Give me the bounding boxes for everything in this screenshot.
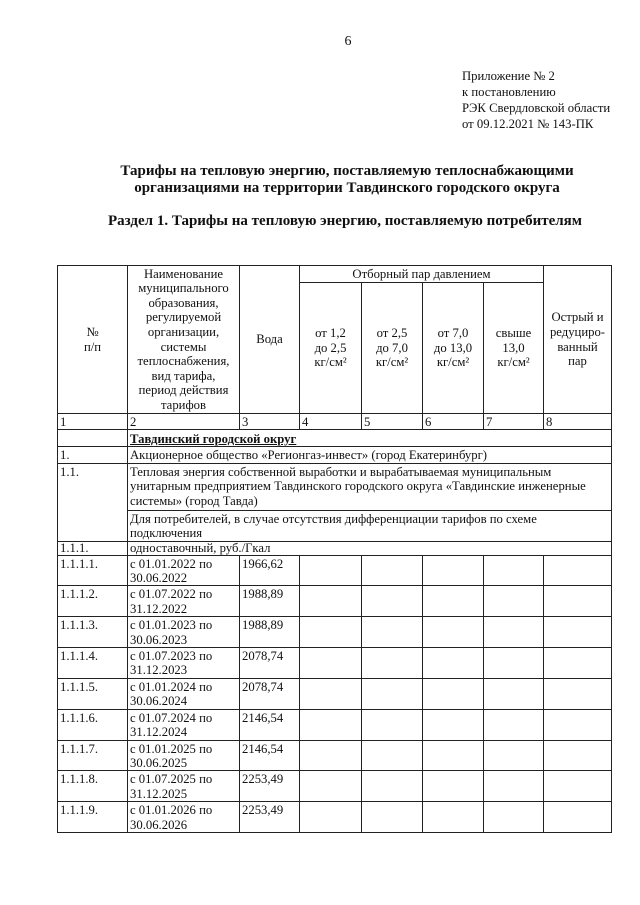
tariff-period-row [58, 648, 612, 679]
header-line: вид тарифа, [151, 368, 216, 383]
header-line: редуциро- [549, 324, 606, 339]
tariff-period-row [58, 678, 612, 709]
tariff-period-row [58, 617, 612, 648]
consumers-row [58, 510, 612, 541]
row-number: 1. [58, 447, 128, 463]
period-dates: с 01.07.2024 по 31.12.2024 [128, 709, 240, 740]
steam-tariff-cell [362, 678, 423, 709]
water-tariff-value: 2146,54 [240, 709, 300, 740]
steam-tariff-cell [300, 617, 362, 648]
header-line: кг/см² [375, 355, 409, 370]
header-line: от 7,0 [437, 326, 469, 341]
header-steam-4-column [484, 283, 544, 414]
water-tariff-value: 2078,74 [240, 648, 300, 679]
sharp-steam-tariff-cell [544, 678, 612, 709]
page-number: 6 [344, 34, 352, 49]
tariff-period-row [58, 771, 612, 802]
steam-tariff-cell [484, 802, 544, 833]
region-name: Тавдинский городской округ [130, 431, 297, 446]
column-number: 3 [240, 414, 300, 430]
header-steam-3-column [423, 283, 484, 414]
steam-tariff-cell [423, 555, 484, 586]
steam-tariff-cell [484, 586, 544, 617]
tariff-period-row [58, 555, 612, 586]
header-line: системы [160, 339, 207, 354]
header-line: свыше [495, 326, 532, 341]
steam-tariff-cell [362, 709, 423, 740]
tariff-period-row [58, 740, 612, 771]
header-line: 13,0 [502, 340, 525, 355]
appendix-line: РЭК Свердловской области [462, 101, 611, 115]
column-number: 1 [58, 414, 128, 430]
header-line: организации, [147, 324, 220, 339]
period-dates: с 01.07.2022 по 31.12.2022 [128, 586, 240, 617]
column-number: 4 [300, 414, 362, 430]
title-line: Тарифы на тепловую энергию, поставляемую теплоснабжающими [120, 163, 574, 179]
steam-tariff-cell [423, 709, 484, 740]
period-dates: с 01.01.2022 по 30.06.2022 [128, 555, 240, 586]
header-line: № [86, 324, 99, 339]
period-dates: с 01.01.2025 по 30.06.2025 [128, 740, 240, 771]
header-steam-group: Отборный пар давлением [300, 266, 544, 283]
header-line: регулируемой [145, 310, 222, 325]
heat-system-name: Тепловая энергия собственной выработки и вырабатываемая муниципальным унитарным предприятием Тавдинского городского округа «Тавдинские инженерные системы» (город Тавда) [128, 463, 612, 510]
header-line: до 13,0 [433, 340, 473, 355]
steam-tariff-cell [300, 555, 362, 586]
header-number-column [58, 266, 128, 414]
header-line: муниципального [138, 281, 229, 296]
header-line: кг/см² [436, 355, 470, 370]
steam-tariff-cell [423, 648, 484, 679]
header-steam-1-column [300, 283, 362, 414]
organization-row [58, 447, 612, 463]
period-dates: с 01.07.2023 по 31.12.2023 [128, 648, 240, 679]
header-row [58, 266, 612, 283]
water-tariff-value: 2253,49 [240, 771, 300, 802]
period-dates: с 01.01.2026 по 30.06.2026 [128, 802, 240, 833]
steam-tariff-cell [362, 771, 423, 802]
sharp-steam-tariff-cell [544, 802, 612, 833]
period-number: 1.1.1.4. [58, 648, 128, 679]
heat-system-row [58, 463, 612, 510]
header-line: п/п [83, 339, 102, 354]
steam-tariff-cell [362, 802, 423, 833]
water-tariff-value: 1966,62 [240, 555, 300, 586]
steam-tariff-cell [362, 586, 423, 617]
steam-tariff-cell [300, 648, 362, 679]
steam-tariff-cell [423, 586, 484, 617]
sharp-steam-tariff-cell [544, 555, 612, 586]
sharp-steam-tariff-cell [544, 648, 612, 679]
section-heading: Раздел 1. Тарифы на тепловую энергию, поставляемую потребителям [107, 213, 583, 229]
header-line: от 2,5 [376, 326, 408, 341]
period-number: 1.1.1.8. [58, 771, 128, 802]
steam-tariff-cell [423, 802, 484, 833]
steam-tariff-cell [484, 771, 544, 802]
header-water-column: Вода [240, 266, 300, 414]
steam-tariff-cell [362, 617, 423, 648]
column-number-row [58, 414, 612, 430]
steam-tariff-cell [362, 740, 423, 771]
column-number: 8 [544, 414, 612, 430]
water-tariff-value: 2078,74 [240, 678, 300, 709]
consumers-description: Для потребителей, в случае отсутствия дифференциации тарифов по схеме подключения [128, 510, 612, 541]
organization-name: Акционерное общество «Регионгаз-инвест» (город Екатеринбург) [128, 447, 612, 463]
header-line: период действия [138, 383, 229, 398]
period-dates: с 01.01.2024 по 30.06.2024 [128, 678, 240, 709]
header-line: кг/см² [314, 355, 347, 370]
tariff-type-row [58, 541, 612, 555]
steam-tariff-cell [300, 802, 362, 833]
steam-tariff-cell [484, 555, 544, 586]
steam-tariff-cell [362, 648, 423, 679]
header-line: тарифов [160, 397, 207, 412]
steam-tariff-cell [423, 617, 484, 648]
column-number: 2 [128, 414, 240, 430]
header-sharp-steam-column [544, 266, 612, 414]
header-line: Наименование [143, 266, 224, 281]
sharp-steam-tariff-cell [544, 617, 612, 648]
period-number: 1.1.1.3. [58, 617, 128, 648]
steam-tariff-cell [423, 740, 484, 771]
sharp-steam-tariff-cell [544, 771, 612, 802]
header-line: ванный [557, 339, 598, 354]
steam-tariff-cell [484, 740, 544, 771]
water-tariff-value: 1988,89 [240, 617, 300, 648]
column-number: 6 [423, 414, 484, 430]
tariff-period-row [58, 802, 612, 833]
appendix-reference [462, 68, 610, 132]
steam-tariff-cell [484, 709, 544, 740]
steam-tariff-cell [484, 648, 544, 679]
period-dates: с 01.07.2025 по 31.12.2025 [128, 771, 240, 802]
period-number: 1.1.1.6. [58, 709, 128, 740]
period-number: 1.1.1.2. [58, 586, 128, 617]
water-tariff-value: 2253,49 [240, 802, 300, 833]
header-line: пар [568, 354, 587, 369]
period-number: 1.1.1.5. [58, 678, 128, 709]
steam-tariff-cell [300, 771, 362, 802]
header-line: до 7,0 [376, 340, 408, 355]
row-number: 1.1. [58, 463, 128, 541]
header-name-column [128, 266, 240, 414]
header-line: до 2,5 [314, 340, 347, 355]
tariff-period-row [58, 709, 612, 740]
steam-tariff-cell [484, 617, 544, 648]
empty-cell [58, 430, 128, 447]
header-steam-2-column [362, 283, 423, 414]
appendix-line: к постановлению [462, 85, 556, 99]
sharp-steam-tariff-cell [544, 586, 612, 617]
column-number: 7 [484, 414, 544, 430]
column-number: 5 [362, 414, 423, 430]
header-line: теплоснабжения, [137, 354, 230, 369]
title-line: организациями на территории Тавдинского городского округа [134, 180, 560, 196]
period-number: 1.1.1.1. [58, 555, 128, 586]
water-tariff-value: 2146,54 [240, 740, 300, 771]
region-row [58, 430, 612, 447]
steam-tariff-cell [300, 709, 362, 740]
period-number: 1.1.1.7. [58, 740, 128, 771]
water-tariff-value: 1988,89 [240, 586, 300, 617]
steam-tariff-cell [300, 740, 362, 771]
header-line: Острый и [551, 310, 604, 325]
appendix-line: от 09.12.2021 № 143-ПК [462, 117, 594, 131]
sharp-steam-tariff-cell [544, 709, 612, 740]
steam-tariff-cell [300, 586, 362, 617]
sharp-steam-tariff-cell [544, 740, 612, 771]
tariff-type-name: одноставочный, руб./Гкал [128, 541, 612, 555]
steam-tariff-cell [300, 678, 362, 709]
document-title [57, 163, 637, 197]
period-dates: с 01.01.2023 по 30.06.2023 [128, 617, 240, 648]
period-number: 1.1.1.9. [58, 802, 128, 833]
row-number: 1.1.1. [58, 541, 128, 555]
header-line: образования, [148, 295, 219, 310]
steam-tariff-cell [423, 678, 484, 709]
header-line: кг/см² [497, 355, 530, 370]
steam-tariff-cell [423, 771, 484, 802]
header-line: от 1,2 [315, 326, 346, 341]
steam-tariff-cell [362, 555, 423, 586]
tariff-table [57, 265, 612, 833]
appendix-line: Приложение № 2 [462, 69, 555, 83]
region-name-cell [128, 430, 612, 447]
steam-tariff-cell [484, 678, 544, 709]
tariff-period-row [58, 586, 612, 617]
